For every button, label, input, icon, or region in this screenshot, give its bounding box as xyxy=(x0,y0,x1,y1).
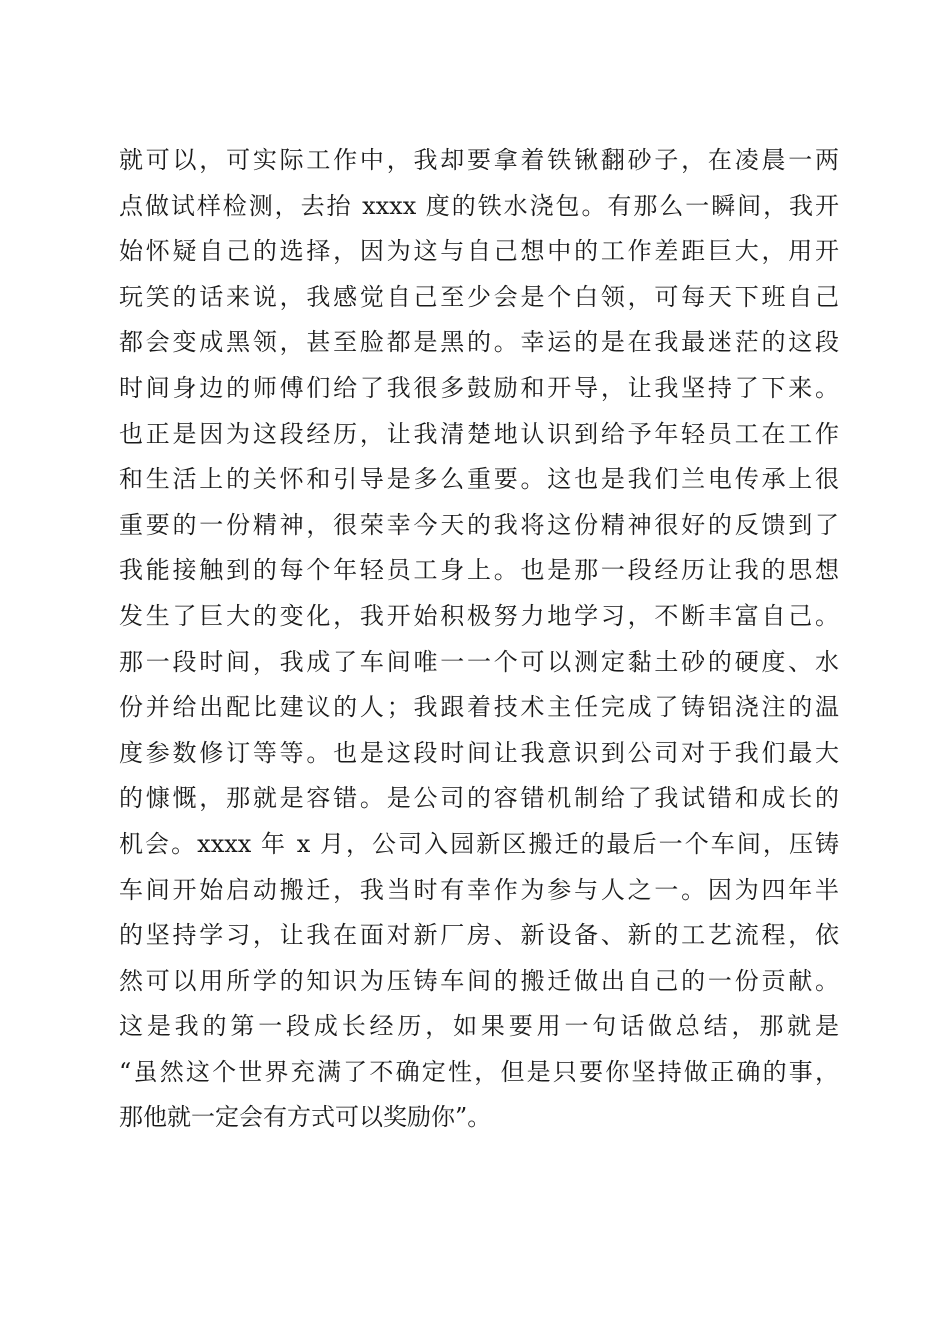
text-line: 那一段时间，我成了车间唯一一个可以测定黏土砂的硬度、水 xyxy=(119,647,839,676)
text-line: 我能接触到的每个年轻员工身上。也是那一段经历让我的思想 xyxy=(119,556,839,585)
text-line: 时间身边的师傅们给了我很多鼓励和开导，让我坚持了下来。 xyxy=(119,373,839,402)
text-line: 那他就一定会有方式可以奖励你”。 xyxy=(119,1103,492,1132)
text-line: 这是我的第一段成长经历，如果要用一句话做总结，那就是 xyxy=(119,1012,839,1041)
text-line: 的坚持学习，让我在面对新厂房、新设备、新的工艺流程，依 xyxy=(119,921,839,950)
text-line: 重要的一份精神，很荣幸今天的我将这份精神很好的反馈到了 xyxy=(119,510,839,539)
text-line: 和生活上的关怀和引导是多么重要。这也是我们兰电传承上很 xyxy=(119,465,839,494)
text-line: 点做试样检测，去抬 xxxx 度的铁水浇包。有那么一瞬间，我开 xyxy=(119,191,839,220)
text-line: 度参数修订等等。也是这段时间让我意识到公司对于我们最大 xyxy=(119,738,839,767)
text-line: 然可以用所学的知识为压铸车间的搬迁做出自己的一份贡献。 xyxy=(119,966,839,995)
text-line: 份并给出配比建议的人；我跟着技术主任完成了铸铝浇注的温 xyxy=(119,693,839,722)
text-line: “虽然这个世界充满了不确定性，但是只要你坚持做正确的事， xyxy=(119,1057,839,1086)
text-line: 就可以，可实际工作中，我却要拿着铁锹翻砂子，在凌晨一两 xyxy=(119,146,839,174)
text-line: 玩笑的话来说，我感觉自己至少会是个白领，可每天下班自己 xyxy=(119,282,839,311)
text-line: 发生了巨大的变化，我开始积极努力地学习，不断丰富自己。 xyxy=(119,601,839,630)
text-line: 也正是因为这段经历，让我清楚地认识到给予年轻员工在工作 xyxy=(119,419,839,448)
body-text xyxy=(119,138,839,1141)
text-line: 都会变成黑领，甚至脸都是黑的。幸运的是在我最迷茫的这段 xyxy=(119,328,839,357)
text-line: 的慷慨，那就是容错。是公司的容错机制给了我试错和成长的 xyxy=(119,784,839,813)
text-line: 机会。xxxx 年 x 月，公司入园新区搬迁的最后一个车间，压铸 xyxy=(119,829,839,858)
text-line: 车间开始启动搬迁，我当时有幸作为参与人之一。因为四年半 xyxy=(119,875,839,904)
text-line: 始怀疑自己的选择，因为这与自己想中的工作差距巨大，用开 xyxy=(119,237,839,266)
